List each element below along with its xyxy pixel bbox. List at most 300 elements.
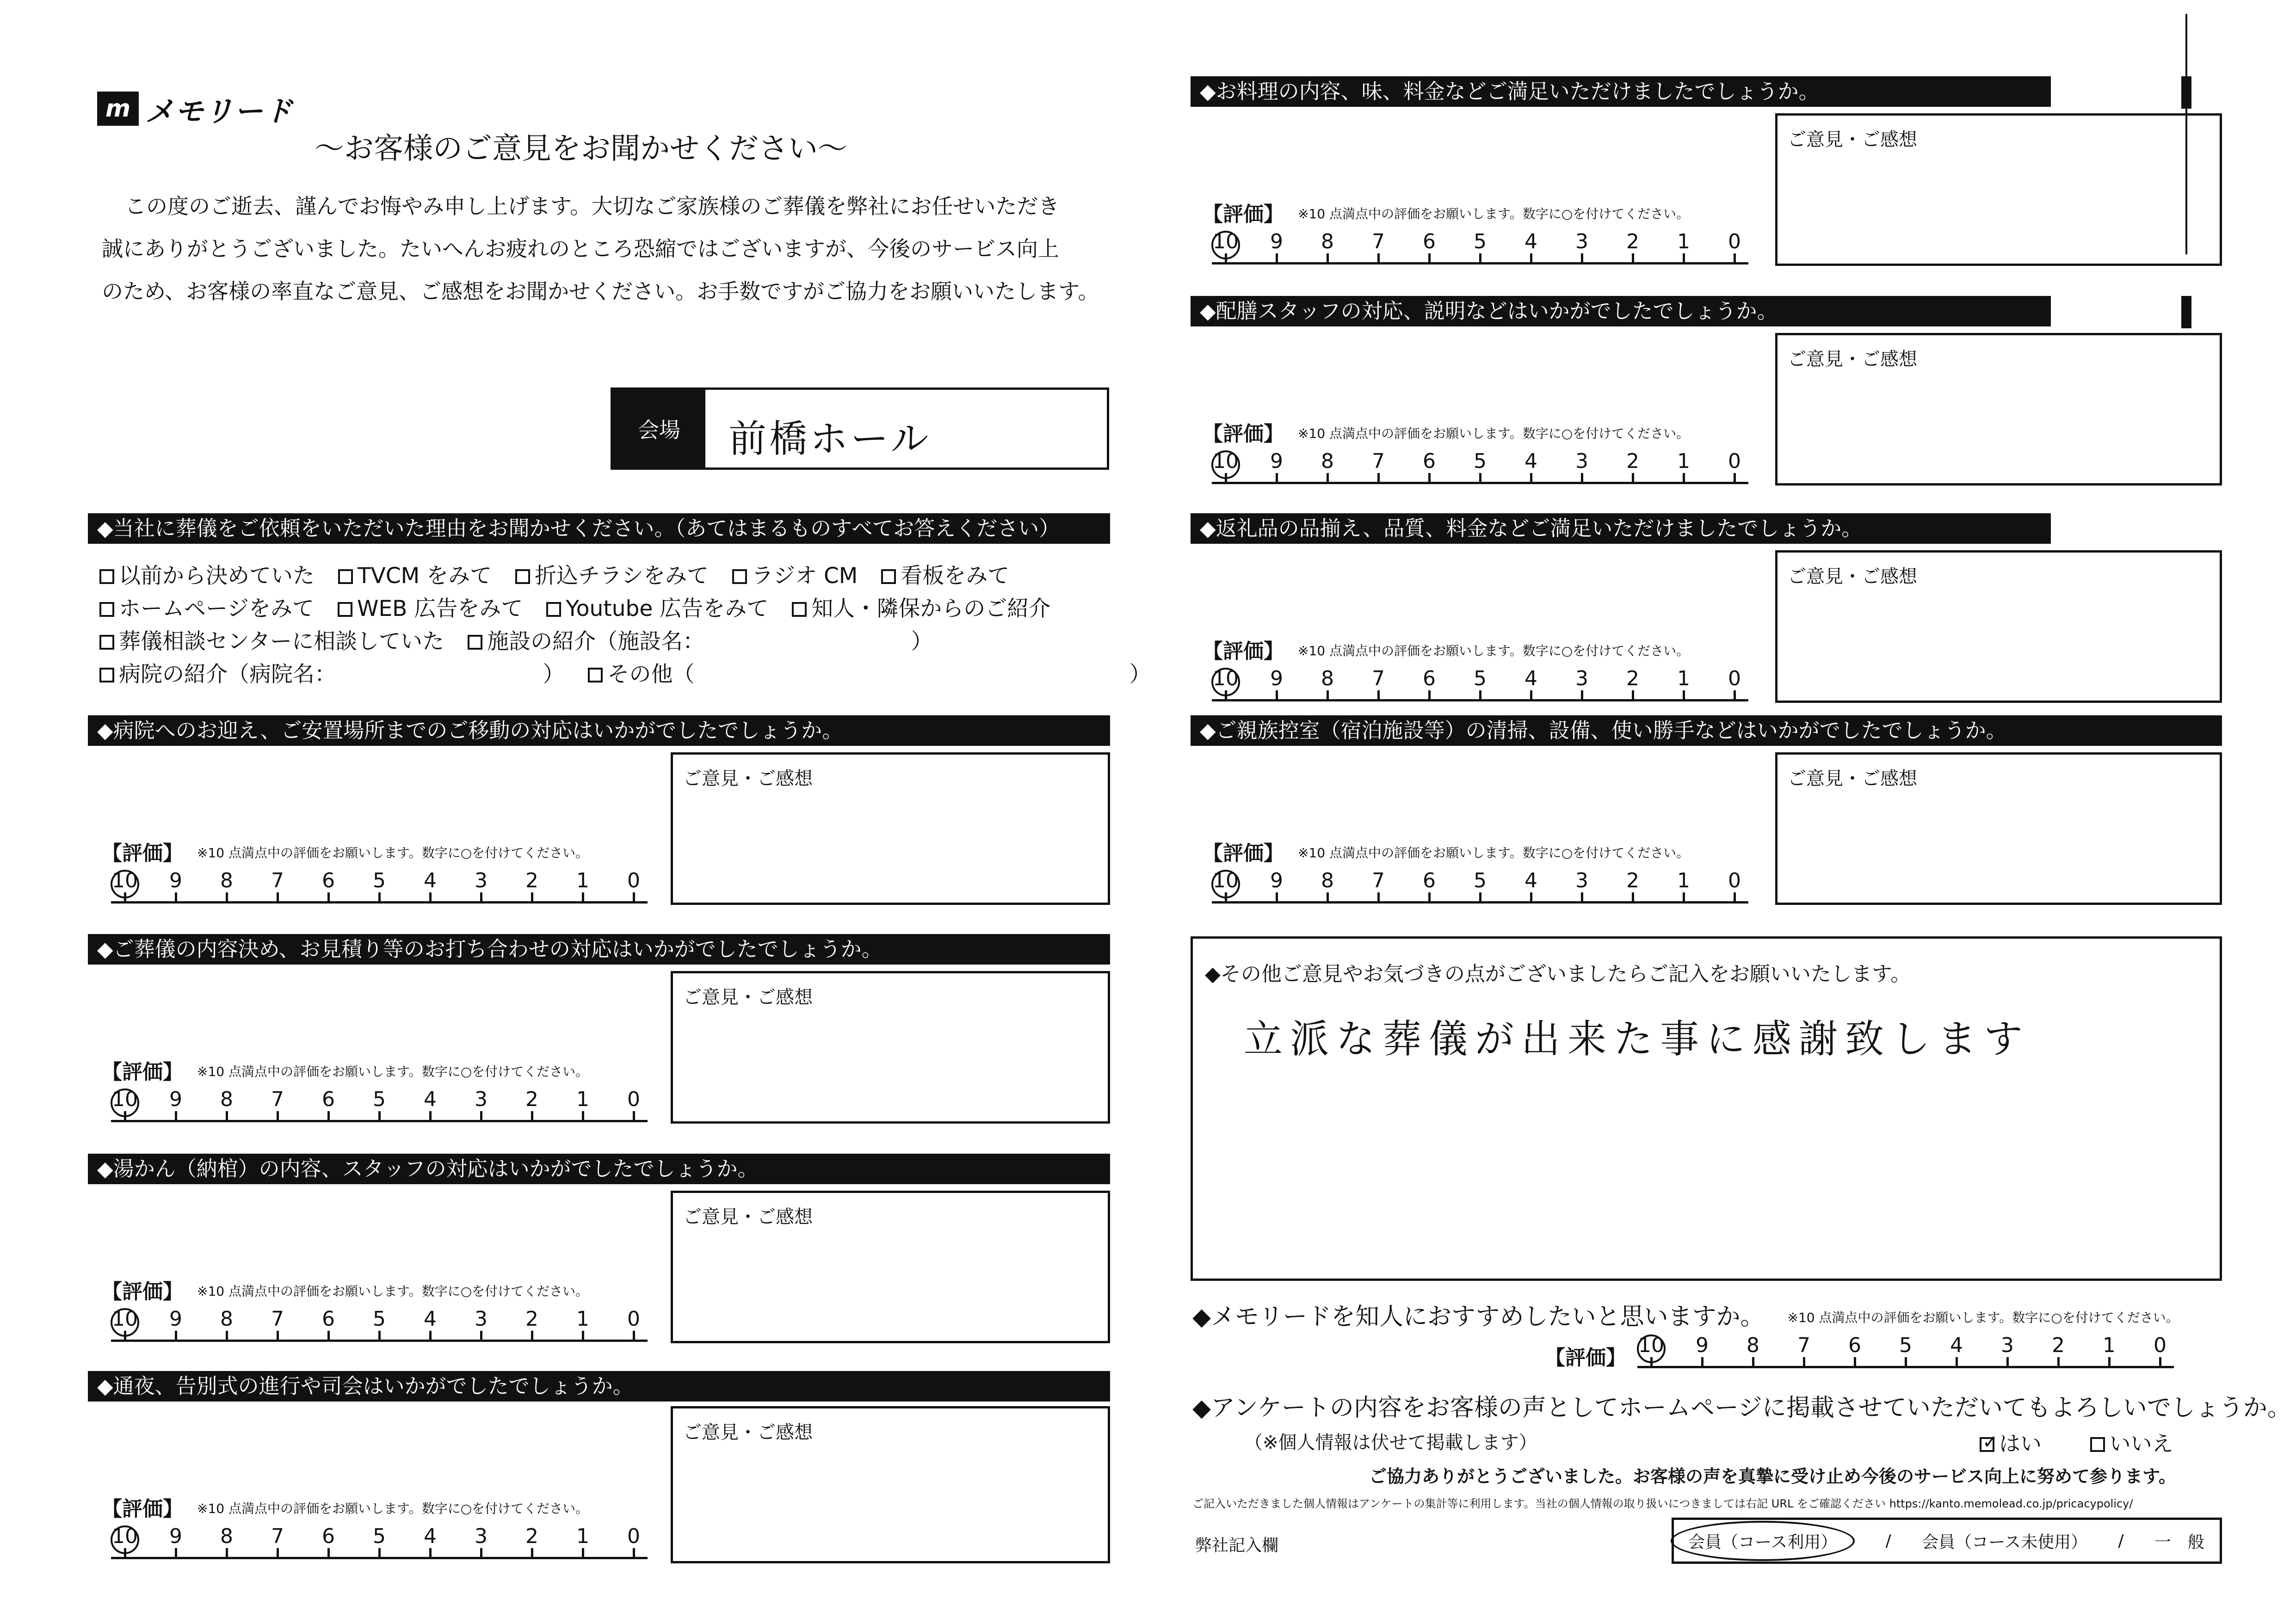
rating-value[interactable]: 0: [1728, 449, 1741, 473]
comment-label: ご意見・ご感想: [1788, 768, 1917, 789]
question-block-left-3: [88, 1154, 1110, 1343]
rating-scale[interactable]: [1212, 230, 1748, 264]
comment-box[interactable]: [1775, 113, 2222, 266]
rating-circle-mark: [1211, 870, 1240, 898]
reasons-title: ◆当社に葬儀をご依頼をいただいた理由をお聞かせください。（あてはまるものすべてお答えください）: [88, 513, 1110, 544]
comment-box[interactable]: [1775, 550, 2222, 703]
rating-tick: [429, 1111, 432, 1122]
rating-tick: [633, 1111, 635, 1122]
rating-tick: [175, 1548, 177, 1559]
rating-note: ※10 点満点中の評価をお願いします。数字に○を付けてください。: [197, 1284, 589, 1299]
rating-value[interactable]: 1: [1677, 230, 1690, 253]
rating-tick: [633, 892, 635, 904]
rating-value[interactable]: 5: [1474, 230, 1487, 253]
rating-tick: [1327, 473, 1329, 484]
rating-value[interactable]: 7: [1372, 667, 1385, 690]
rating-tick: [1734, 892, 1736, 904]
rating-scale[interactable]: [111, 1307, 648, 1342]
checkbox-icon[interactable]: [468, 635, 482, 650]
rating-tick: [226, 1331, 228, 1342]
reason-option[interactable]: WEB 広告をみて: [338, 596, 523, 621]
rating-tick: [480, 1111, 482, 1122]
rating-value[interactable]: 9: [169, 1088, 182, 1111]
rating-value[interactable]: 9: [169, 869, 182, 892]
rating-tick: [1581, 473, 1583, 484]
brand-name: メモリード: [145, 94, 294, 128]
rating-tick: [175, 1331, 177, 1342]
rating-tick: [1905, 1357, 1907, 1368]
rating-tick: [582, 892, 584, 904]
rating-label: 【評価】 ※10 点満点中の評価をお願いします。数字に○を付けてください。: [1203, 639, 1690, 663]
rating-tick: [327, 1548, 330, 1559]
rating-tick: [1428, 473, 1431, 484]
reason-option[interactable]: 知人・隣保からのご紹介: [792, 596, 1050, 621]
rating-value[interactable]: 8: [220, 1525, 233, 1548]
office-use-label: 弊社記入欄: [1195, 1536, 1279, 1555]
rating-value[interactable]: 3: [1575, 449, 1588, 473]
question-block-left-2: [88, 934, 1110, 1124]
rating-circle-mark: [1637, 1334, 1666, 1363]
rating-scale[interactable]: [111, 1088, 648, 1122]
comment-box[interactable]: [671, 1191, 1110, 1343]
rating-value[interactable]: 4: [1524, 667, 1537, 690]
rating-tick: [226, 892, 228, 904]
rating-tick: [1479, 473, 1481, 484]
rating-value[interactable]: 0: [2154, 1334, 2166, 1357]
rating-tick: [327, 1111, 330, 1122]
rating-tick: [1276, 253, 1278, 264]
rating-value[interactable]: 6: [1423, 667, 1436, 690]
rating-circle-mark: [111, 1525, 139, 1554]
rating-value[interactable]: 9: [1696, 1334, 1709, 1357]
rating-tick: [1632, 892, 1634, 904]
rating-value[interactable]: 0: [1728, 230, 1741, 253]
rating-scale[interactable]: [111, 869, 648, 904]
rating-value[interactable]: 8: [1321, 230, 1334, 253]
other-comments-box[interactable]: [1191, 936, 2222, 1281]
rating-value[interactable]: 8: [220, 1088, 233, 1111]
rating-tick: [1701, 1357, 1703, 1368]
reason-option[interactable]: ホームページをみて: [99, 596, 314, 621]
publish-options: [1980, 1427, 2173, 1457]
rating-value[interactable]: 8: [220, 1307, 233, 1331]
rating-value[interactable]: 10: [1213, 869, 1239, 892]
rating-value[interactable]: 7: [271, 1088, 284, 1111]
rating-note: ※10 点満点中の評価をお願いします。数字に○を付けてください。: [1298, 426, 1690, 441]
rating-value[interactable]: 0: [627, 869, 640, 892]
rating-tick: [633, 1331, 635, 1342]
rating-tick: [1956, 1357, 1958, 1368]
rating-value[interactable]: 5: [1474, 449, 1487, 473]
rating-tick: [1581, 690, 1583, 701]
rating-value[interactable]: 5: [1474, 869, 1487, 892]
reason-option[interactable]: 以前から決めていた: [99, 563, 315, 589]
rating-label: 【評価】 ※10 点満点中の評価をお願いします。数字に○を付けてください。: [1203, 842, 1690, 865]
comment-label: ご意見・ご感想: [683, 1206, 813, 1228]
rating-tick: [1479, 892, 1481, 904]
rating-value[interactable]: 6: [1423, 230, 1436, 253]
rating-value[interactable]: 4: [424, 1088, 437, 1111]
comment-label: ご意見・ご感想: [1788, 349, 1917, 370]
rating-value[interactable]: 5: [1899, 1334, 1912, 1357]
rating-value[interactable]: 1: [576, 1307, 589, 1331]
rating-tick: [1752, 1357, 1754, 1368]
rating-value[interactable]: 0: [1728, 869, 1741, 892]
rating-value[interactable]: 1: [576, 1525, 589, 1548]
checkbox-icon[interactable]: [588, 668, 603, 682]
rating-tick: [378, 1111, 381, 1122]
rating-tick: [633, 1548, 635, 1559]
rating-tick: [1530, 892, 1532, 904]
other-comments-answer[interactable]: 立派な葬儀が出来た事に感謝致します: [1244, 1016, 2031, 1062]
rating-tick: [327, 1331, 330, 1342]
rating-tick: [226, 1111, 228, 1122]
rating-value[interactable]: 6: [322, 1088, 335, 1111]
separator: /: [1885, 1531, 1891, 1550]
rating-tick: [582, 1548, 584, 1559]
rating-value[interactable]: 4: [1950, 1334, 1963, 1357]
rating-tick: [1632, 690, 1634, 701]
question-title: ◆通夜、告別式の進行や司会はいかがでしたでしょうか。: [88, 1371, 1110, 1402]
reasons-checklist: [99, 559, 1167, 691]
privacy-text: ご記入いただきました個人情報はアンケートの集計等に利用します。当社の個人情報の取り扱いにつきましては右記 URL をご確認ください https://kanto.memolead.co.jp/pricacypolicy/: [1192, 1497, 2133, 1510]
rating-value[interactable]: 9: [169, 1307, 182, 1331]
recommend-note: ※10 点満点中の評価をお願いします。数字に○を付けてください。: [1787, 1310, 2179, 1325]
rating-tick: [1428, 892, 1431, 904]
rating-tick: [277, 1111, 279, 1122]
rating-value[interactable]: 6: [1423, 449, 1436, 473]
rating-value[interactable]: 1: [1677, 449, 1690, 473]
recommend-rating-label: 【評価】: [1545, 1346, 1626, 1370]
comment-box[interactable]: [671, 752, 1110, 905]
rating-value[interactable]: 5: [373, 1525, 386, 1548]
rating-value[interactable]: 7: [1372, 869, 1385, 892]
rating-scale[interactable]: [1212, 449, 1748, 484]
rating-value[interactable]: 3: [475, 869, 488, 892]
rating-label: 【評価】 ※10 点満点中の評価をお願いします。数字に○を付けてください。: [102, 842, 589, 865]
rating-value[interactable]: 10: [112, 1088, 138, 1111]
rating-value[interactable]: 2: [525, 1525, 538, 1548]
question-block-right-3: [1191, 513, 2222, 703]
separator: /: [2118, 1531, 2124, 1550]
membership-option[interactable]: 会員（コース未使用）: [1921, 1532, 2088, 1552]
thanks-text: ご協力ありがとうございました。お客様の声を真摯に受け止め今後のサービス向上に努めて参ります。: [1369, 1466, 2176, 1487]
rating-tick: [1530, 690, 1532, 701]
rating-tick: [327, 892, 330, 904]
rating-value[interactable]: 10: [112, 1525, 138, 1548]
checkbox-icon[interactable]: [99, 602, 114, 617]
reason-option[interactable]: 折込チラシをみて: [515, 563, 709, 589]
membership-option[interactable]: 一 般: [2154, 1532, 2204, 1552]
membership-option-selected[interactable]: 会員（コース利用）: [1671, 1521, 1855, 1561]
publish-note: （※個人情報は伏せて掲載します）: [1244, 1432, 1537, 1453]
scan-mark: [2181, 76, 2191, 109]
rating-note: ※10 点満点中の評価をお願いします。数字に○を付けてください。: [197, 1501, 589, 1516]
rating-circle-mark: [1211, 231, 1240, 259]
reason-option[interactable]: Youtube 広告をみて: [546, 596, 768, 621]
comment-box[interactable]: [1775, 752, 2222, 905]
rating-circle-mark: [111, 1308, 139, 1337]
rating-circle-mark: [1211, 668, 1240, 696]
publish-yes-option[interactable]: ✓ はい: [1980, 1431, 2042, 1456]
rating-tick: [1683, 253, 1685, 264]
checkbox-icon[interactable]: [99, 668, 114, 682]
rating-scale[interactable]: [111, 1525, 648, 1559]
rating-value[interactable]: 2: [1626, 869, 1639, 892]
rating-tick: [378, 1548, 381, 1559]
rating-value[interactable]: 1: [1677, 667, 1690, 690]
rating-value[interactable]: 0: [627, 1088, 640, 1111]
intro-line: 誠にありがとうございました。たいへんお疲れのところ恐縮ではございますが、今後のサービス向上: [102, 236, 1059, 261]
rating-tick: [1581, 892, 1583, 904]
rating-tick: [1803, 1357, 1805, 1368]
rating-label: 【評価】 ※10 点満点中の評価をお願いします。数字に○を付けてください。: [1203, 422, 1690, 446]
rating-value[interactable]: 5: [373, 1307, 386, 1331]
rating-tick: [1377, 473, 1380, 484]
membership-box[interactable]: [1672, 1518, 2222, 1564]
rating-tick: [480, 892, 482, 904]
rating-tick: [1377, 690, 1380, 701]
rating-value[interactable]: 2: [2052, 1334, 2065, 1357]
publish-no-option[interactable]: いいえ: [2090, 1431, 2173, 1456]
rating-value[interactable]: 6: [322, 869, 335, 892]
rating-note: ※10 点満点中の評価をお願いします。数字に○を付けてください。: [197, 845, 589, 861]
question-title: ◆病院へのお迎え、ご安置場所までのご移動の対応はいかがでしたでしょうか。: [88, 715, 1110, 746]
rating-value[interactable]: 7: [1372, 449, 1385, 473]
rating-label: 【評価】 ※10 点満点中の評価をお願いします。数字に○を付けてください。: [1203, 203, 1690, 226]
rating-value[interactable]: 4: [1524, 449, 1537, 473]
rating-value[interactable]: 4: [424, 1307, 437, 1331]
brand-logo: [97, 88, 293, 129]
rating-tick: [1734, 473, 1736, 484]
checkbox-checked-icon[interactable]: ✓: [1980, 1437, 1994, 1452]
rating-value[interactable]: 6: [1423, 869, 1436, 892]
rating-value[interactable]: 8: [1747, 1334, 1759, 1357]
rating-value[interactable]: 3: [475, 1525, 488, 1548]
rating-value[interactable]: 1: [1677, 869, 1690, 892]
rating-value[interactable]: 6: [1848, 1334, 1861, 1357]
rating-tick: [582, 1331, 584, 1342]
reason-option[interactable]: 葬儀相談センターに相談していた: [99, 629, 444, 654]
rating-value[interactable]: 10: [1213, 230, 1239, 253]
comment-box[interactable]: [1775, 333, 2222, 486]
rating-value[interactable]: 2: [525, 869, 538, 892]
rating-tick: [1276, 892, 1278, 904]
rating-value[interactable]: 10: [1638, 1334, 1664, 1357]
rating-tick: [1530, 253, 1532, 264]
rating-value[interactable]: 8: [1321, 449, 1334, 473]
rating-value[interactable]: 7: [1372, 230, 1385, 253]
rating-tick: [175, 1111, 177, 1122]
checkbox-icon[interactable]: [792, 602, 807, 617]
comment-label: ご意見・ご感想: [683, 987, 813, 1008]
rating-tick: [2108, 1357, 2111, 1368]
rating-scale[interactable]: [1212, 667, 1748, 701]
rating-tick: [277, 892, 279, 904]
rating-value[interactable]: 7: [1797, 1334, 1810, 1357]
rating-value[interactable]: 2: [1626, 667, 1639, 690]
rating-value[interactable]: 5: [373, 869, 386, 892]
checkbox-icon[interactable]: [546, 602, 561, 617]
checkbox-icon[interactable]: [2090, 1437, 2105, 1452]
checkbox-icon[interactable]: [515, 569, 530, 584]
rating-tick: [531, 1548, 533, 1559]
rating-value[interactable]: 1: [576, 1088, 589, 1111]
checkbox-icon[interactable]: [99, 569, 114, 584]
venue-value[interactable]: 前橋ホール: [728, 417, 932, 461]
rating-value[interactable]: 3: [475, 1088, 488, 1111]
rating-tick: [1276, 473, 1278, 484]
rating-value[interactable]: 9: [1270, 449, 1283, 473]
rating-value[interactable]: 9: [169, 1525, 182, 1548]
rating-tick: [1581, 253, 1583, 264]
checkbox-icon[interactable]: [99, 635, 114, 650]
other-comments-title: ◆その他ご意見やお気づきの点がございましたらご記入をお願いいたします。: [1205, 962, 1911, 986]
venue-label: 会場: [613, 390, 705, 467]
rating-value[interactable]: 2: [1626, 230, 1639, 253]
rating-circle-mark: [111, 870, 139, 898]
rating-tick: [429, 892, 432, 904]
rating-tick: [1734, 690, 1736, 701]
rating-value[interactable]: 1: [576, 869, 589, 892]
question-title: ◆配膳スタッフの対応、説明などはいかがでしたでしょうか。: [1191, 296, 2051, 326]
rating-value[interactable]: 7: [271, 869, 284, 892]
rating-value[interactable]: 8: [1321, 869, 1334, 892]
rating-value[interactable]: 6: [322, 1525, 335, 1548]
rating-tick: [531, 892, 533, 904]
rating-tick: [378, 892, 381, 904]
rating-tick: [277, 1548, 279, 1559]
comment-label: ご意見・ご感想: [1788, 566, 1917, 587]
rating-tick: [1683, 892, 1685, 904]
question-title: ◆湯かん（納棺）の内容、スタッフの対応はいかがでしたでしょうか。: [88, 1154, 1110, 1184]
recommend-rating-scale[interactable]: [1637, 1334, 2174, 1368]
question-title: ◆ご葬儀の内容決め、お見積り等のお打ち合わせの対応はいかがでしたでしょうか。: [88, 934, 1110, 965]
rating-value[interactable]: 3: [1575, 869, 1588, 892]
intro-text: [102, 185, 1138, 313]
rating-value[interactable]: 5: [1474, 667, 1487, 690]
rating-value[interactable]: 0: [1728, 667, 1741, 690]
intro-line: のため、お客様の率直なご意見、ご感想をお聞かせください。お手数ですがご協力をお願いいたします。: [102, 279, 1099, 304]
question-title: ◆返礼品の品揃え、品質、料金などご満足いただけましたでしょうか。: [1191, 513, 2051, 544]
comment-box[interactable]: [671, 971, 1110, 1124]
rating-tick: [2159, 1357, 2161, 1368]
reason-option[interactable]: TVCM をみて: [338, 563, 492, 589]
rating-value[interactable]: 8: [220, 869, 233, 892]
rating-value[interactable]: 4: [424, 869, 437, 892]
rating-tick: [1632, 473, 1634, 484]
rating-tick: [1479, 253, 1481, 264]
rating-tick: [429, 1548, 432, 1559]
rating-tick: [226, 1548, 228, 1559]
rating-value[interactable]: 3: [475, 1307, 488, 1331]
checkbox-icon[interactable]: [881, 569, 896, 584]
rating-value[interactable]: 6: [322, 1307, 335, 1331]
rating-value[interactable]: 4: [424, 1525, 437, 1548]
rating-value[interactable]: 0: [627, 1307, 640, 1331]
question-title: ◆お料理の内容、味、料金などご満足いただけましたでしょうか。: [1191, 76, 2051, 107]
rating-tick: [531, 1111, 533, 1122]
rating-value[interactable]: 1: [2103, 1334, 2116, 1357]
rating-tick: [1276, 690, 1278, 701]
rating-tick: [480, 1331, 482, 1342]
rating-value[interactable]: 2: [525, 1307, 538, 1331]
rating-value[interactable]: 3: [1575, 667, 1588, 690]
rating-tick: [531, 1331, 533, 1342]
rating-value[interactable]: 4: [1524, 230, 1537, 253]
question-block-right-1: [1191, 76, 2222, 266]
rating-label: 【評価】 ※10 点満点中の評価をお願いします。数字に○を付けてください。: [102, 1060, 589, 1084]
rating-value[interactable]: 3: [2001, 1334, 2014, 1357]
comment-box[interactable]: [671, 1406, 1110, 1563]
rating-value[interactable]: 3: [1575, 230, 1588, 253]
rating-label: 【評価】 ※10 点満点中の評価をお願いします。数字に○を付けてください。: [102, 1280, 589, 1303]
rating-value[interactable]: 10: [1213, 449, 1239, 473]
checkbox-icon[interactable]: [732, 569, 747, 584]
rating-value[interactable]: 7: [271, 1525, 284, 1548]
rating-value[interactable]: 9: [1270, 869, 1283, 892]
reason-option[interactable]: 看板をみて: [881, 563, 1009, 589]
rating-value[interactable]: 4: [1524, 869, 1537, 892]
rating-tick: [1683, 473, 1685, 484]
reason-option[interactable]: その他（ ）: [588, 662, 1151, 687]
rating-tick: [1327, 253, 1329, 264]
rating-value[interactable]: 8: [1321, 667, 1334, 690]
question-block-right-2: [1191, 296, 2222, 486]
rating-value[interactable]: 10: [1213, 667, 1239, 690]
question-block-left-4: [88, 1371, 1110, 1565]
scan-margin-line: [2185, 14, 2187, 254]
rating-value[interactable]: 7: [271, 1307, 284, 1331]
office-use-section: [1191, 1518, 2222, 1565]
question-block-left-1: [88, 715, 1110, 905]
rating-value[interactable]: 9: [1270, 667, 1283, 690]
reason-option[interactable]: 施設の紹介（施設名： ）: [468, 629, 933, 654]
rating-value[interactable]: 9: [1270, 230, 1283, 253]
venue-field[interactable]: [611, 387, 1109, 470]
rating-value[interactable]: 2: [1626, 449, 1639, 473]
rating-note: ※10 点満点中の評価をお願いします。数字に○を付けてください。: [1298, 643, 1690, 658]
rating-tick: [277, 1331, 279, 1342]
scan-mark: [2181, 296, 2191, 328]
reason-option[interactable]: ラジオ CM: [732, 563, 858, 589]
rating-tick: [1428, 253, 1431, 264]
rating-tick: [175, 892, 177, 904]
rating-circle-mark: [1211, 450, 1240, 479]
rating-value[interactable]: 2: [525, 1088, 538, 1111]
rating-tick: [1327, 892, 1329, 904]
rating-tick: [1377, 892, 1380, 904]
rating-tick: [1377, 253, 1380, 264]
rating-tick: [1632, 253, 1634, 264]
rating-scale[interactable]: [1212, 869, 1748, 904]
checkbox-icon[interactable]: [338, 602, 352, 617]
rating-value[interactable]: 0: [627, 1525, 640, 1548]
rating-tick: [1327, 690, 1329, 701]
comment-label: ご意見・ご感想: [683, 1422, 813, 1443]
rating-value[interactable]: 5: [373, 1088, 386, 1111]
rating-tick: [1428, 690, 1431, 701]
rating-tick: [1854, 1357, 1856, 1368]
rating-tick: [1479, 690, 1481, 701]
rating-tick: [480, 1548, 482, 1559]
rating-tick: [1683, 690, 1685, 701]
reason-option[interactable]: 病院の紹介（病院名： ）: [99, 662, 565, 687]
rating-value[interactable]: 10: [112, 869, 138, 892]
checkbox-icon[interactable]: [338, 569, 353, 584]
rating-tick: [2057, 1357, 2060, 1368]
rating-value[interactable]: 10: [112, 1307, 138, 1331]
